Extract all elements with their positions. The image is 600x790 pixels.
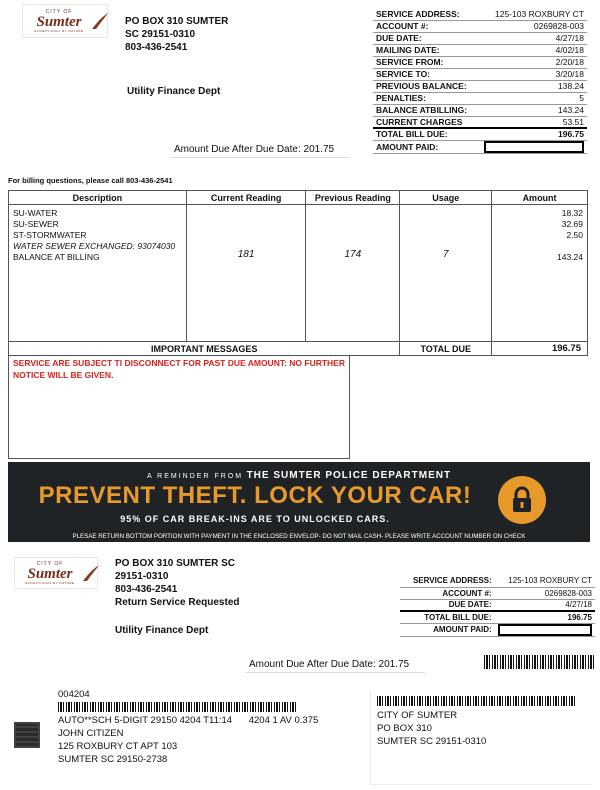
stub-summary-table — [400, 575, 595, 637]
logo-tagline: EXCEPTIONAL BY NATURE — [25, 580, 75, 585]
charges-body-row — [9, 205, 588, 342]
amount-cell — [492, 205, 588, 342]
padlock-icon — [498, 476, 546, 524]
logo-swoosh-icon — [81, 563, 101, 583]
top-dept: Utility Finance Dept — [127, 86, 221, 97]
address-line: 803-436-2541 — [115, 584, 178, 595]
mailer-name: JOHN CITIZEN — [58, 728, 124, 739]
charges-table — [8, 190, 588, 356]
important-messages-label: IMPORTANT MESSAGES — [9, 342, 400, 356]
amount-line: 143.24 — [557, 252, 583, 262]
remit-line: SUMTER SC 29151-0310 — [377, 736, 487, 747]
summary-row: BALANCE ATBILLING: 143.24 — [373, 104, 587, 116]
remit-block — [370, 690, 592, 785]
summary-row: SERVICE TO: 3/20/18 — [373, 68, 587, 80]
summary-row: SERVICE ADDRESS: 125-103 ROXBURY CT — [400, 575, 595, 587]
stub-amount-paid-field[interactable] — [498, 624, 592, 636]
amount-due-after: Amount Due After Due Date: 201.75 — [170, 142, 350, 158]
address-line: 803-436-2541 — [125, 42, 188, 53]
summary-row: DUE DATE: 4/27/18 — [400, 599, 595, 611]
summary-row: SERVICE FROM: 2/20/18 — [373, 56, 587, 68]
header-current-reading: Current Reading — [186, 191, 306, 205]
qr-code-icon — [14, 722, 40, 748]
summary-row: SERVICE ADDRESS: 125-103 ROXBURY CT — [373, 8, 587, 20]
address-line: PO BOX 310 SUMTER — [125, 16, 229, 27]
total-due-label: TOTAL DUE — [400, 342, 492, 356]
stub-address — [115, 557, 240, 609]
stub-barcode — [484, 655, 594, 669]
address-line: SC 29151-0310 — [125, 29, 196, 40]
banner-headline: PREVENT THEFT. LOCK YOUR CAR! — [38, 482, 472, 509]
summary-row: ACCOUNT #: 0269828-003 — [373, 20, 587, 32]
header-usage: Usage — [400, 191, 492, 205]
reminder-prefix: A REMINDER FROM — [146, 473, 244, 480]
logo-city: CITY OF — [36, 560, 64, 567]
stub-amount-paid-row: AMOUNT PAID: — [400, 623, 595, 636]
summary-row: CURRENT CHARGES 53.51 — [373, 116, 587, 128]
stub-total-row: TOTAL BILL DUE: 196.75 — [400, 611, 595, 623]
bill-summary-table — [373, 8, 587, 154]
summary-row: PREVIOUS BALANCE: 138.24 — [373, 80, 587, 92]
logo-name: Sumter — [36, 13, 82, 30]
amount-line: 32.69 — [561, 219, 583, 229]
charges-header-row — [9, 191, 588, 205]
summary-row: MAILING DATE: 4/02/18 — [373, 44, 587, 56]
summary-row: PENALTIES: 5 — [373, 92, 587, 104]
description-line: ST-STORMWATER — [13, 230, 87, 240]
header-amount: Amount — [492, 191, 588, 205]
logo-city: CITY OF — [45, 8, 73, 15]
previous-reading: 174 — [306, 205, 400, 342]
logo-name: Sumter — [27, 565, 73, 582]
stub-logo — [14, 557, 98, 589]
description-line: WATER SEWER EXCHANGED: 93074030 — [13, 241, 176, 251]
header-logo — [22, 4, 108, 38]
summary-row: DUE DATE: 4/27/18 — [373, 32, 587, 44]
mailer-auto-line: AUTO**SCH 5-DIGIT 29150 4204 T11:14 4204 1 AV 0.375 — [58, 715, 319, 726]
mailer-block — [50, 688, 350, 766]
total-bill-row: TOTAL BILL DUE: 196.75 — [373, 128, 587, 140]
stub-amount-due-after: Amount Due After Due Date: 201.75 — [245, 657, 425, 673]
mailer-code: 004204 — [58, 689, 90, 700]
return-service: Return Service Requested — [115, 597, 240, 608]
address-line: PO BOX 310 SUMTER SC — [115, 558, 236, 569]
total-due-value: 196.75 — [492, 342, 588, 356]
summary-row: ACCOUNT #: 0269828-003 — [400, 587, 595, 599]
top-address — [125, 15, 228, 54]
description-line: BALANCE AT BILLING — [13, 252, 100, 262]
return-notice: PLESAE RETURN BOTTOM PORTION WITH PAYMENT IN THE ENCLOSED ENVELOP- DO NOT MAIL CASH- PLEASE WRITE ACCOUNT NUMBER ON CHECK — [72, 533, 526, 540]
stub-dept: Utility Finance Dept — [115, 625, 209, 636]
banner-reminder — [8, 470, 590, 481]
billing-questions: For billing questions, please call 803-436-2541 — [8, 176, 173, 185]
postal-barcode — [58, 702, 298, 712]
description-cell — [9, 205, 187, 342]
address-line: 29151-0310 — [115, 571, 169, 582]
police-banner — [8, 462, 590, 542]
current-reading: 181 — [186, 205, 306, 342]
logo-tagline: EXCEPTIONAL BY NATURE — [34, 28, 84, 33]
amount-line — [496, 241, 583, 252]
charges-footer-row — [9, 342, 588, 356]
description-line: SU-WATER — [13, 208, 58, 218]
description-line: SU-SEWER — [13, 219, 59, 229]
remit-line: CITY OF SUMTER — [377, 710, 458, 721]
remit-barcode — [377, 696, 577, 706]
header-previous-reading: Previous Reading — [306, 191, 400, 205]
banner-sub: 95% OF CAR BREAK-INS ARE TO UNLOCKED CARS. — [120, 514, 390, 524]
remit-line: PO BOX 310 — [377, 723, 432, 734]
logo-swoosh-icon — [90, 11, 110, 31]
amount-paid-field[interactable] — [484, 141, 584, 153]
important-message: SERVICE ARE SUBJECT TI DISCONNECT FOR PAST DUE AMOUNT: NO FURTHER NOTICE WILL BE GIVEN. — [13, 358, 345, 380]
amount-paid-row: AMOUNT PAID: — [373, 140, 587, 153]
amount-line: 2.50 — [566, 230, 583, 240]
usage: 7 — [400, 205, 492, 342]
important-messages-box — [8, 355, 350, 459]
amount-line: 18.32 — [561, 208, 583, 218]
mailer-city: SUMTER SC 29150-2738 — [58, 754, 168, 765]
header-description: Description — [9, 191, 187, 205]
mailer-street: 125 ROXBURY CT APT 103 — [58, 741, 178, 752]
reminder-dept: THE SUMTER POLICE DEPARTMENT — [246, 470, 452, 481]
